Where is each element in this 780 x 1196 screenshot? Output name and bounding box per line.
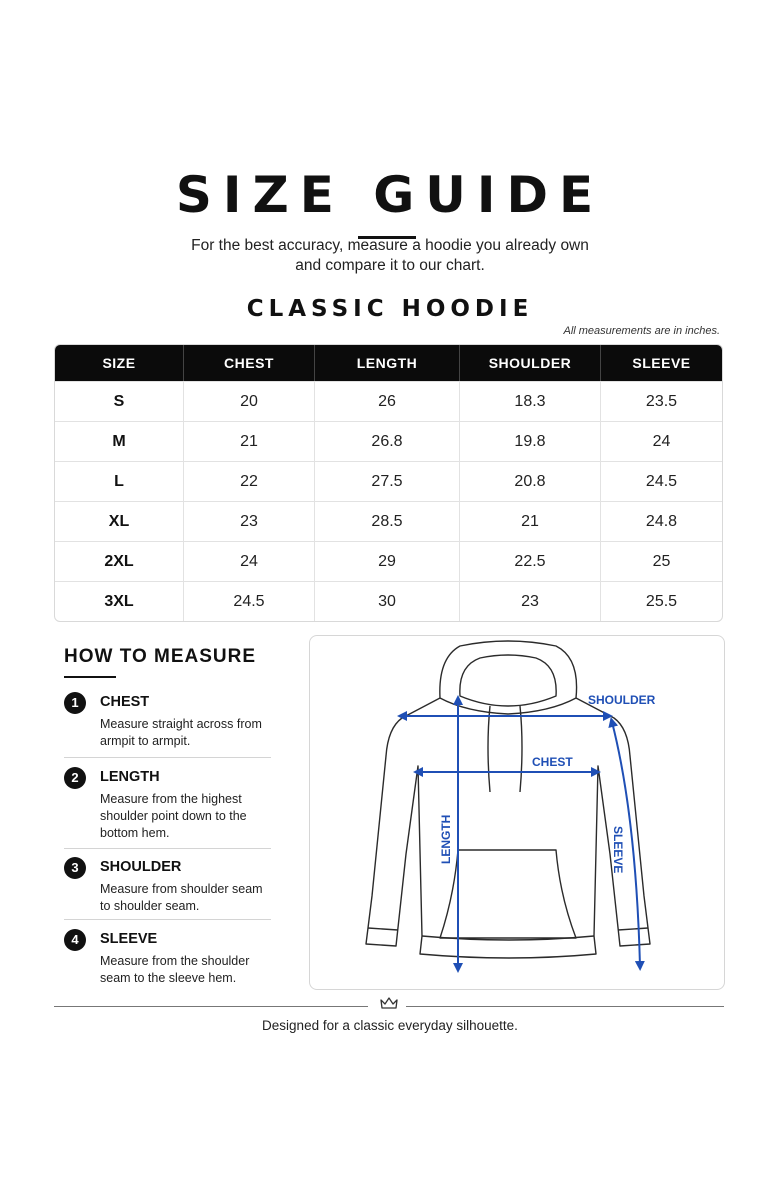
hood-outline [440,641,577,714]
header-chest: CHEST [184,345,315,381]
intro-line-2: and compare it to our chart. [295,257,485,274]
chest-cell: 24.5 [184,581,315,621]
hoodie-body-outline [366,698,650,958]
shoulder-cell: 22.5 [460,541,601,581]
title-rule [64,676,116,678]
size-cell: 3XL [55,581,184,621]
step-number: 4 [64,929,86,951]
step-divider [64,848,271,849]
size-cell: M [55,421,184,461]
sleeve-label: SLEEVE [611,826,625,874]
sleeve-cell: 24 [601,421,722,461]
shoulder-cell: 20.8 [460,461,601,501]
intro-line-1: For the best accuracy, measure a hoodie you already own [191,237,589,254]
length-cell: 28.5 [315,501,460,541]
product-subtitle: CLASSIC HOODIE [246,296,534,322]
chest-cell: 22 [184,461,315,501]
step-number: 2 [64,767,86,789]
size-table [54,344,723,622]
chest-label: CHEST [532,755,573,769]
step-description: Measure from the shoulder seam to the sleeve hem. [100,954,250,985]
kangaroo-pocket [440,850,576,938]
drawstring-left [488,706,490,792]
step-name: CHEST [100,694,150,710]
size-cell: 2XL [55,541,184,581]
sleeve-cell: 24.8 [601,501,722,541]
intro-text [0,236,780,276]
length-cell: 27.5 [315,461,460,501]
step-name: SLEEVE [100,931,158,947]
table-row [55,381,722,421]
step-description: Measure from the highest shoulder point down to the bottom hem. [100,792,247,840]
step-name: SHOULDER [100,859,182,875]
table-row [55,501,722,541]
crown-icon [380,997,398,1011]
table-row [55,541,722,581]
table-row [55,421,722,461]
hoodie-diagram [309,635,725,990]
step-divider [64,757,271,758]
hoodie-illustration [310,636,724,989]
footer-rule-right [406,1006,724,1007]
chest-cell: 21 [184,421,315,461]
hood-opening [460,655,556,706]
table-header-row [55,345,722,381]
shoulder-cell: 21 [460,501,601,541]
size-cell: S [55,381,184,421]
length-cell: 26 [315,381,460,421]
drawstring-right [520,706,522,792]
page-title: SIZE GUIDE [175,166,605,224]
how-to-measure-title: HOW TO MEASURE [64,646,257,667]
size-cell: L [55,461,184,501]
table-row [55,581,722,621]
shoulder-cell: 19.8 [460,421,601,461]
step-description: Measure from shoulder seam to shoulder seam. [100,882,263,913]
step-divider [64,919,271,920]
cuff-left [368,928,398,930]
length-cell: 26.8 [315,421,460,461]
header-length: LENGTH [315,345,460,381]
header-size: SIZE [55,345,184,381]
step-number: 3 [64,857,86,879]
shoulder-cell: 18.3 [460,381,601,421]
sleeve-cell: 25.5 [601,581,722,621]
shoulder-label: SHOULDER [588,693,656,707]
shoulder-cell: 23 [460,581,601,621]
chest-cell: 24 [184,541,315,581]
header-sleeve: SLEEVE [601,345,722,381]
length-cell: 30 [315,581,460,621]
chest-cell: 23 [184,501,315,541]
sleeve-cell: 24.5 [601,461,722,501]
step-name: LENGTH [100,769,160,785]
header-shoulder: SHOULDER [460,345,601,381]
length-cell: 29 [315,541,460,581]
sleeve-cell: 23.5 [601,381,722,421]
size-cell: XL [55,501,184,541]
chest-cell: 20 [184,381,315,421]
sleeve-cell: 25 [601,541,722,581]
footer-tagline: Designed for a classic everyday silhouette. [262,1018,518,1033]
footer-rule-left [54,1006,368,1007]
units-note: All measurements are in inches. [563,325,720,337]
length-label: LENGTH [439,814,453,864]
cuff-right [618,928,648,930]
table-row [55,461,722,501]
step-description: Measure straight across from armpit to armpit. [100,717,262,748]
step-number: 1 [64,692,86,714]
